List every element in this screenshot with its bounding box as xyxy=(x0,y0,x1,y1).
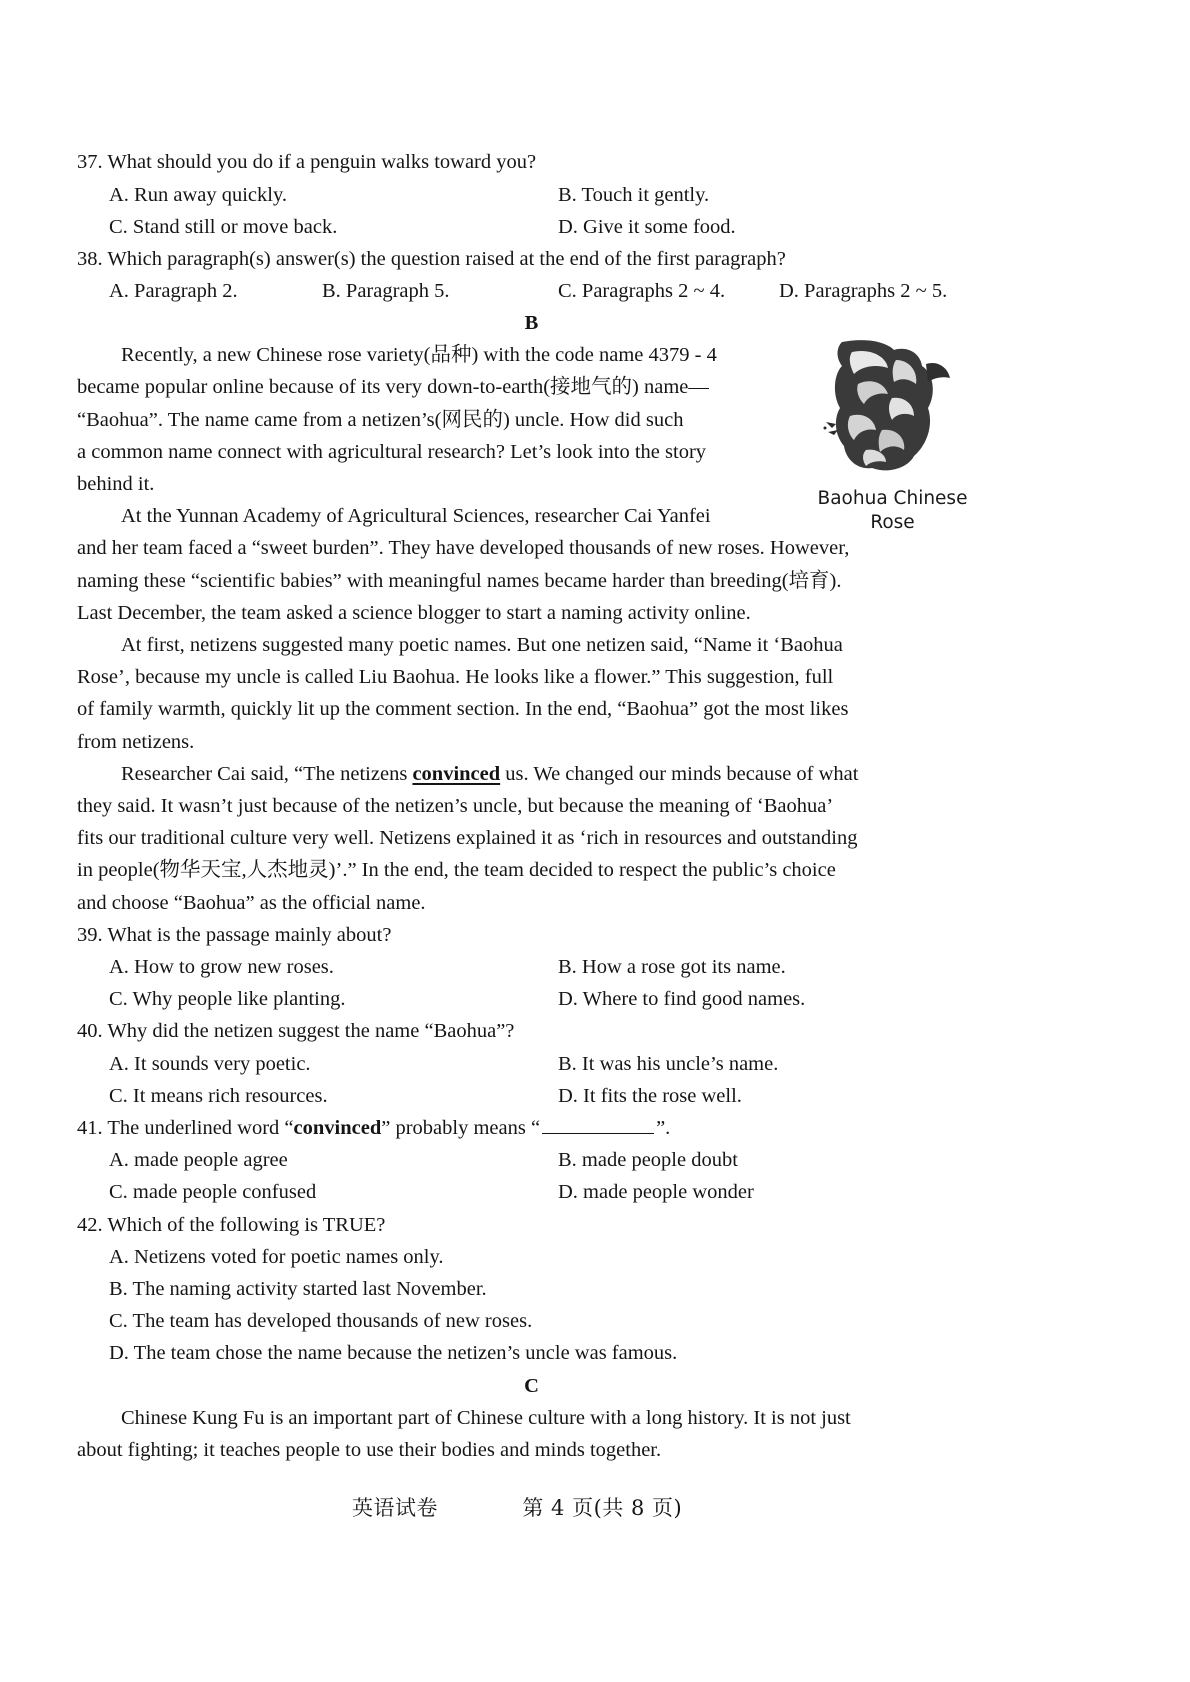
b-p4-line-3: fits our traditional culture very well. Netizens explained it as ‘rich in resources and outstanding xyxy=(77,827,858,849)
option-41-d: D. made people wonder xyxy=(558,1181,754,1203)
question-42: 42. Which of the following is TRUE? xyxy=(77,1214,386,1236)
option-38-c: C. Paragraphs 2 ~ 4. xyxy=(558,280,726,302)
c-p1-line-2: about fighting; it teaches people to use their bodies and minds together. xyxy=(77,1439,662,1461)
c-p1-line-1: Chinese Kung Fu is an important part of Chinese culture with a long history. It is not just xyxy=(121,1407,851,1429)
option-41-b: B. made people doubt xyxy=(558,1149,738,1171)
b-p4-line-2: they said. It wasn’t just because of the netizen’s uncle, but because the meaning of ‘Baohua’ xyxy=(77,795,834,817)
option-40-c: C. It means rich resources. xyxy=(109,1085,328,1107)
option-37-c: C. Stand still or move back. xyxy=(109,216,338,238)
option-40-d: D. It fits the rose well. xyxy=(558,1085,742,1107)
section-b-heading: B xyxy=(524,312,539,334)
footer-subject: 英语试卷 xyxy=(352,1496,438,1520)
b-p2-line-2: and her team faced a “sweet burden”. They have developed thousands of new roses. However, xyxy=(77,537,850,559)
figure-caption xyxy=(800,487,985,535)
option-39-a: A. How to grow new roses. xyxy=(109,956,334,978)
option-39-d: D. Where to find good names. xyxy=(558,988,806,1010)
b-p2-line-4: Last December, the team asked a science blogger to start a naming activity online. xyxy=(77,602,751,624)
b-p3-line-3: of family warmth, quickly lit up the comment section. In the end, “Baohua” got the most likes xyxy=(77,698,849,720)
b-p4-line-5: and choose “Baohua” as the official name. xyxy=(77,892,426,914)
b-p3-line-2: Rose’, because my uncle is called Liu Baohua. He looks like a flower.” This suggestion, full xyxy=(77,666,834,688)
b-p4-text-before: Researcher Cai said, “The netizens xyxy=(121,763,413,785)
question-39: 39. What is the passage mainly about? xyxy=(77,924,392,946)
question-37: 37. What should you do if a penguin walks toward you? xyxy=(77,151,537,173)
option-41-c: C. made people confused xyxy=(109,1181,317,1203)
question-41 xyxy=(77,1112,670,1144)
figure-caption-line-2: Rose xyxy=(870,512,915,533)
b-p1-line-5: behind it. xyxy=(77,473,155,495)
option-39-c: C. Why people like planting. xyxy=(109,988,346,1010)
b-p1-line-1: Recently, a new Chinese rose variety(品种) with the code name 4379 - 4 xyxy=(121,344,717,366)
b-p3-line-4: from netizens. xyxy=(77,731,195,753)
figure-caption-line-1: Baohua Chinese xyxy=(817,488,968,509)
question-38: 38. Which paragraph(s) answer(s) the question raised at the end of the first paragraph? xyxy=(77,248,786,270)
q41-text-mid: ” probably means “ xyxy=(381,1117,541,1139)
answer-blank xyxy=(542,1115,654,1134)
q41-keyword: convinced xyxy=(293,1117,382,1139)
b-p1-line-2: became popular online because of its very down-to-earth(接地气的) name— xyxy=(77,376,709,398)
b-p4-text-after: us. We changed our minds because of what xyxy=(500,763,859,785)
option-41-a: A. made people agree xyxy=(109,1149,288,1171)
b-p2-line-1: At the Yunnan Academy of Agricultural Sciences, researcher Cai Yanfei xyxy=(121,505,711,527)
page-footer xyxy=(352,1492,682,1524)
option-37-d: D. Give it some food. xyxy=(558,216,736,238)
option-37-a: A. Run away quickly. xyxy=(109,184,288,206)
option-42-d: D. The team chose the name because the netizen’s uncle was famous. xyxy=(109,1342,678,1364)
b-p2-line-3: naming these “scientific babies” with meaningful names became harder than breeding(培育). xyxy=(77,570,842,592)
b-p4-line-4: in people(物华天宝,人杰地灵)’.” In the end, the team decided to respect the public’s choice xyxy=(77,859,836,881)
option-42-c: C. The team has developed thousands of new roses. xyxy=(109,1310,533,1332)
rose-image xyxy=(822,338,964,478)
b-p3-line-1: At first, netizens suggested many poetic names. But one netizen said, “Name it ‘Baohua xyxy=(121,634,843,656)
option-42-a: A. Netizens voted for poetic names only. xyxy=(109,1246,444,1268)
q41-text-before: 41. The underlined word “ xyxy=(77,1117,294,1139)
option-40-b: B. It was his uncle’s name. xyxy=(558,1053,779,1075)
b-p4-line-1 xyxy=(121,758,858,790)
option-38-a: A. Paragraph 2. xyxy=(109,280,238,302)
q41-text-after: ”. xyxy=(656,1117,671,1139)
b-p1-line-3: “Baohua”. The name came from a netizen’s(网民的) uncle. How did such xyxy=(77,409,684,431)
section-c-heading: C xyxy=(524,1375,539,1397)
option-38-d: D. Paragraphs 2 ~ 5. xyxy=(779,280,948,302)
underlined-word: convinced xyxy=(412,763,501,785)
option-38-b: B. Paragraph 5. xyxy=(322,280,450,302)
question-40: 40. Why did the netizen suggest the name “Baohua”? xyxy=(77,1020,515,1042)
option-42-b: B. The naming activity started last November. xyxy=(109,1278,487,1300)
footer-page-number: 第 4 页(共 8 页) xyxy=(522,1496,683,1520)
b-p1-line-4: a common name connect with agricultural research? Let’s look into the story xyxy=(77,441,707,463)
option-37-b: B. Touch it gently. xyxy=(558,184,710,206)
option-40-a: A. It sounds very poetic. xyxy=(109,1053,311,1075)
option-39-b: B. How a rose got its name. xyxy=(558,956,786,978)
